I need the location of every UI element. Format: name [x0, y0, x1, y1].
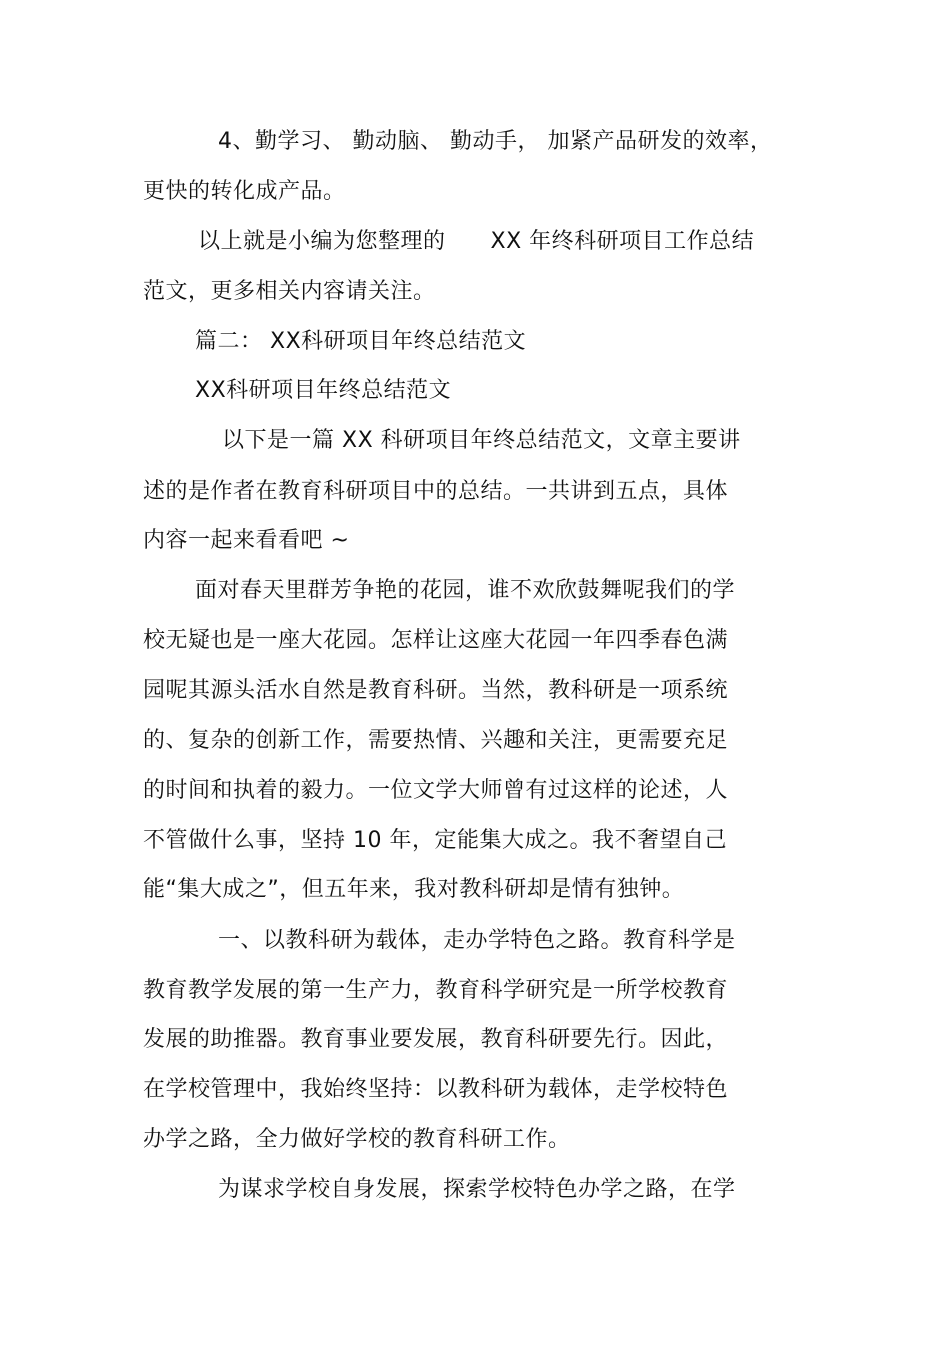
text-line: 述的是作者在教育科研项目中的总结。一共讲到五点，具体 [143, 479, 729, 504]
text-line: 以下是一篇 XX 科研项目年终总结范文，文章主要讲 [222, 428, 741, 453]
article-title: XX科研项目年终总结范文 [195, 378, 452, 403]
text-line: 能“集大成之”，但五年来，我对教科研却是情有独钟。 [143, 877, 685, 902]
text-line: 办学之路，全力做好学校的教育科研工作。 [143, 1127, 571, 1152]
text-line: 的、复杂的创新工作，需要热情、兴趣和关注，更需要充足 [143, 728, 729, 753]
text-line: 的时间和执着的毅力。一位文学大师曾有过这样的论述，人 [143, 778, 729, 803]
text-line: 在学校管理中，我始终坚持：以教科研为载体，走学校特色 [143, 1077, 729, 1102]
text-line: 校无疑也是一座大花园。怎样让这座大花园一年四季春色满 [143, 628, 729, 653]
text-line: 不管做什么事，坚持 10 年，定能集大成之。我不奢望自己 [143, 828, 727, 853]
text-line: 教育教学发展的第一生产力，教育科学研究是一所学校教育 [143, 978, 729, 1003]
text-line: 内容一起来看看吧 ~ [143, 528, 350, 553]
text-line: 发展的助推器。教育事业要发展，教育科研要先行。因此， [143, 1027, 729, 1052]
text-line: 一、以教科研为载体，走办学特色之路。教育科学是 [218, 928, 736, 953]
text-line: 面对春天里群芳争艳的花园，谁不欢欣鼓舞呢我们的学 [195, 578, 736, 603]
text-line: 为谋求学校自身发展，探索学校特色办学之路，在学 [218, 1177, 736, 1202]
text-line: 以上就是小编为您整理的 XX 年终科研项目工作总结 [198, 229, 755, 254]
text-line: 更快的转化成产品。 [143, 179, 346, 204]
text-line: 4、勤学习、 勤动脑、 勤动手， 加紧产品研发的效率， [218, 129, 773, 154]
text-line: 范文，更多相关内容请关注。 [143, 279, 436, 304]
text-line: 园呢其源头活水自然是教育科研。当然，教科研是一项系统 [143, 678, 729, 703]
section-heading: 篇二： XX科研项目年终总结范文 [195, 329, 527, 354]
